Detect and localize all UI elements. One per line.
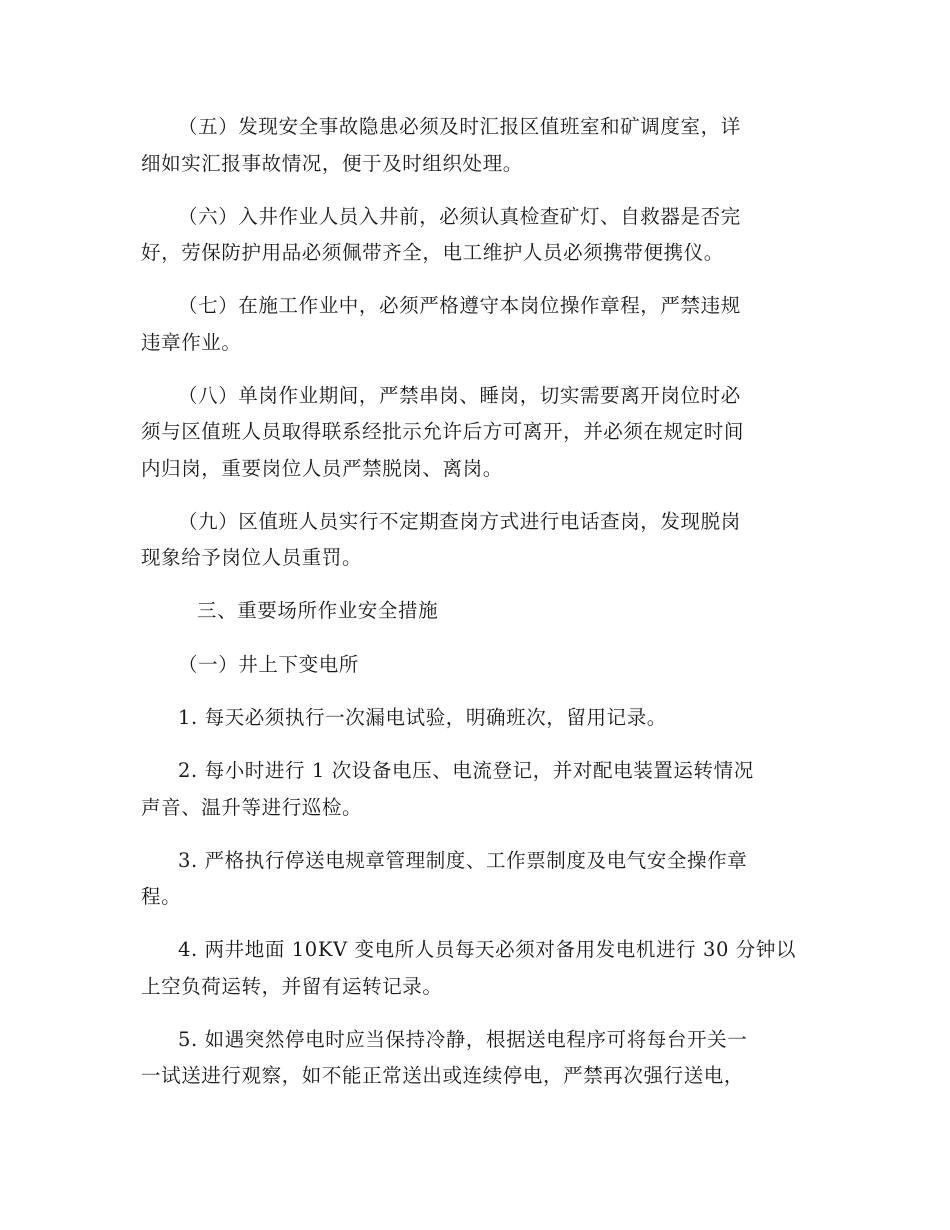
section-heading: 三、重要场所作业安全措施 [197, 599, 439, 622]
item-3-line-2: 程。 [141, 885, 182, 908]
item-3-line-1: 3. 严格执行停送电规章管理制度、工作票制度及电气安全操作章 [178, 849, 748, 872]
item-4-line-2: 上空负荷运转，并留有运转记录。 [141, 975, 443, 998]
paragraph-9-line-1: （九）区值班人员实行不定期查岗方式进行电话查岗，发现脱岗 [178, 510, 741, 533]
paragraph-5-line-2: 细如实汇报事故情况，便于及时组织处理。 [141, 152, 523, 175]
paragraph-8-line-1: （八）单岗作业期间，严禁串岗、睡岗，切实需要离开岗位时必 [178, 384, 741, 407]
paragraph-8-line-2: 须与区值班人员取得联系经批示允许后方可离开，并必须在规定时间 [141, 420, 745, 443]
subsection-heading: （一）井上下变电所 [178, 653, 359, 676]
item-5-line-1: 5. 如遇突然停电时应当保持冷静，根据送电程序可将每台开关一 [178, 1028, 748, 1051]
paragraph-9-line-2: 现象给予岗位人员重罚。 [141, 546, 363, 569]
paragraph-6-line-1: （六）入井作业人员入井前，必须认真检查矿灯、自救器是否完 [178, 205, 741, 228]
paragraph-6-line-2: 好，劳保防护用品必须佩带齐全，电工维护人员必须携带便携仪。 [141, 241, 724, 264]
paragraph-5-line-1: （五）发现安全事故隐患必须及时汇报区值班室和矿调度室，详 [178, 115, 741, 138]
item-4-line-1: 4. 两井地面 10KV 变电所人员每天必须对备用发电机进行 30 分钟以 [178, 938, 797, 961]
item-1-line-1: 1. 每天必须执行一次漏电试验，明确班次，留用记录。 [178, 706, 667, 729]
item-2-line-2: 声音、温升等进行巡检。 [141, 796, 363, 819]
item-5-line-2: 一试送进行观察，如不能正常送出或连续停电，严禁再次强行送电， [141, 1064, 745, 1087]
item-2-line-1: 2. 每小时进行 1 次设备电压、电流登记，并对配电装置运转情况 [178, 759, 754, 782]
paragraph-7-line-1: （七）在施工作业中，必须严格遵守本岗位操作章程，严禁违规 [178, 294, 741, 317]
paragraph-8-line-3: 内归岗，重要岗位人员严禁脱岗、离岗。 [141, 457, 503, 480]
paragraph-7-line-2: 违章作业。 [141, 331, 242, 354]
